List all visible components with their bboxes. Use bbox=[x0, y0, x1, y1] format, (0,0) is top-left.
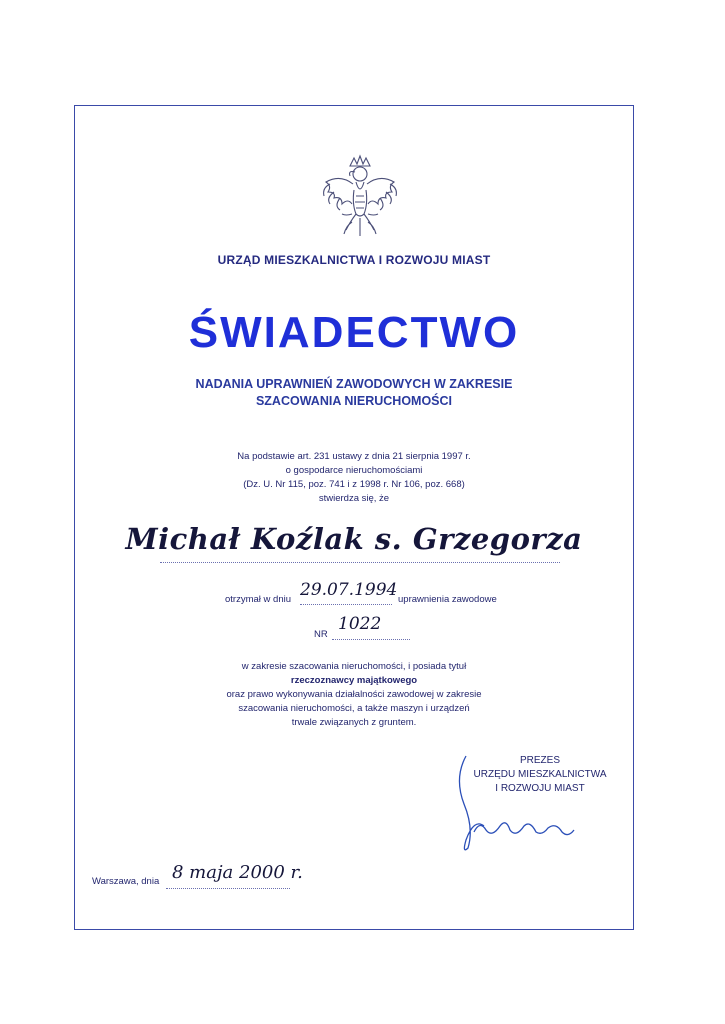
subtitle-line-1: NADANIA UPRAWNIEŃ ZAWODOWYCH W ZAKRESIE bbox=[195, 377, 513, 391]
president-signature bbox=[444, 748, 594, 858]
scope-text bbox=[74, 660, 634, 730]
certificate-title: ŚWIADECTWO bbox=[188, 308, 520, 357]
issue-date: 8 maja 2000 r. bbox=[172, 862, 303, 883]
legal-basis-line: stwierdza się, że bbox=[318, 493, 390, 504]
legal-basis-line: Na podstawie art. 231 ustawy z dnia 21 sierpnia 1997 r. bbox=[237, 451, 471, 462]
signer-line: URZĘDU MIESZKALNICTWA bbox=[473, 769, 607, 780]
scope-line: trwale związanych z gruntem. bbox=[291, 717, 417, 728]
nr-dotted-line bbox=[332, 639, 410, 640]
signer-line: I ROZWOJU MIAST bbox=[495, 783, 585, 794]
place-label: Warszawa, dnia bbox=[92, 876, 160, 887]
signer-line: PREZES bbox=[519, 755, 560, 766]
holder-name: Michał Koźlak s. Grzegorza bbox=[125, 522, 583, 556]
polish-eagle-emblem-icon bbox=[312, 152, 408, 244]
nr-label: NR bbox=[314, 629, 328, 640]
issue-date-dotted-line bbox=[166, 888, 290, 889]
name-dotted-line bbox=[160, 562, 560, 563]
received-date: 29.07.1994 bbox=[300, 580, 398, 600]
scope-title: rzeczoznawcy majątkowego bbox=[290, 675, 418, 686]
legal-basis-line: o gospodarce nieruchomościami bbox=[285, 465, 423, 476]
received-suffix: uprawnienia zawodowe bbox=[398, 594, 497, 605]
subtitle-line-2: SZACOWANIA NIERUCHOMOŚCI bbox=[255, 394, 453, 408]
date-dotted-line bbox=[300, 604, 392, 605]
scope-line: szacowania nieruchomości, a także maszyn i urządzeń bbox=[238, 703, 470, 714]
nr-value: 1022 bbox=[338, 614, 382, 634]
legal-basis bbox=[74, 450, 634, 506]
issuing-office: URZĄD MIESZKALNICTWA I ROZWOJU MIAST bbox=[217, 253, 491, 267]
received-prefix: otrzymał w dniu bbox=[225, 594, 291, 605]
legal-basis-line: (Dz. U. Nr 115, poz. 741 i z 1998 r. Nr 106, poz. 668) bbox=[243, 479, 465, 490]
scope-line: w zakresie szacowania nieruchomości, i posiada tytuł bbox=[241, 661, 467, 672]
scope-line: oraz prawo wykonywania działalności zawodowej w zakresie bbox=[226, 689, 482, 700]
